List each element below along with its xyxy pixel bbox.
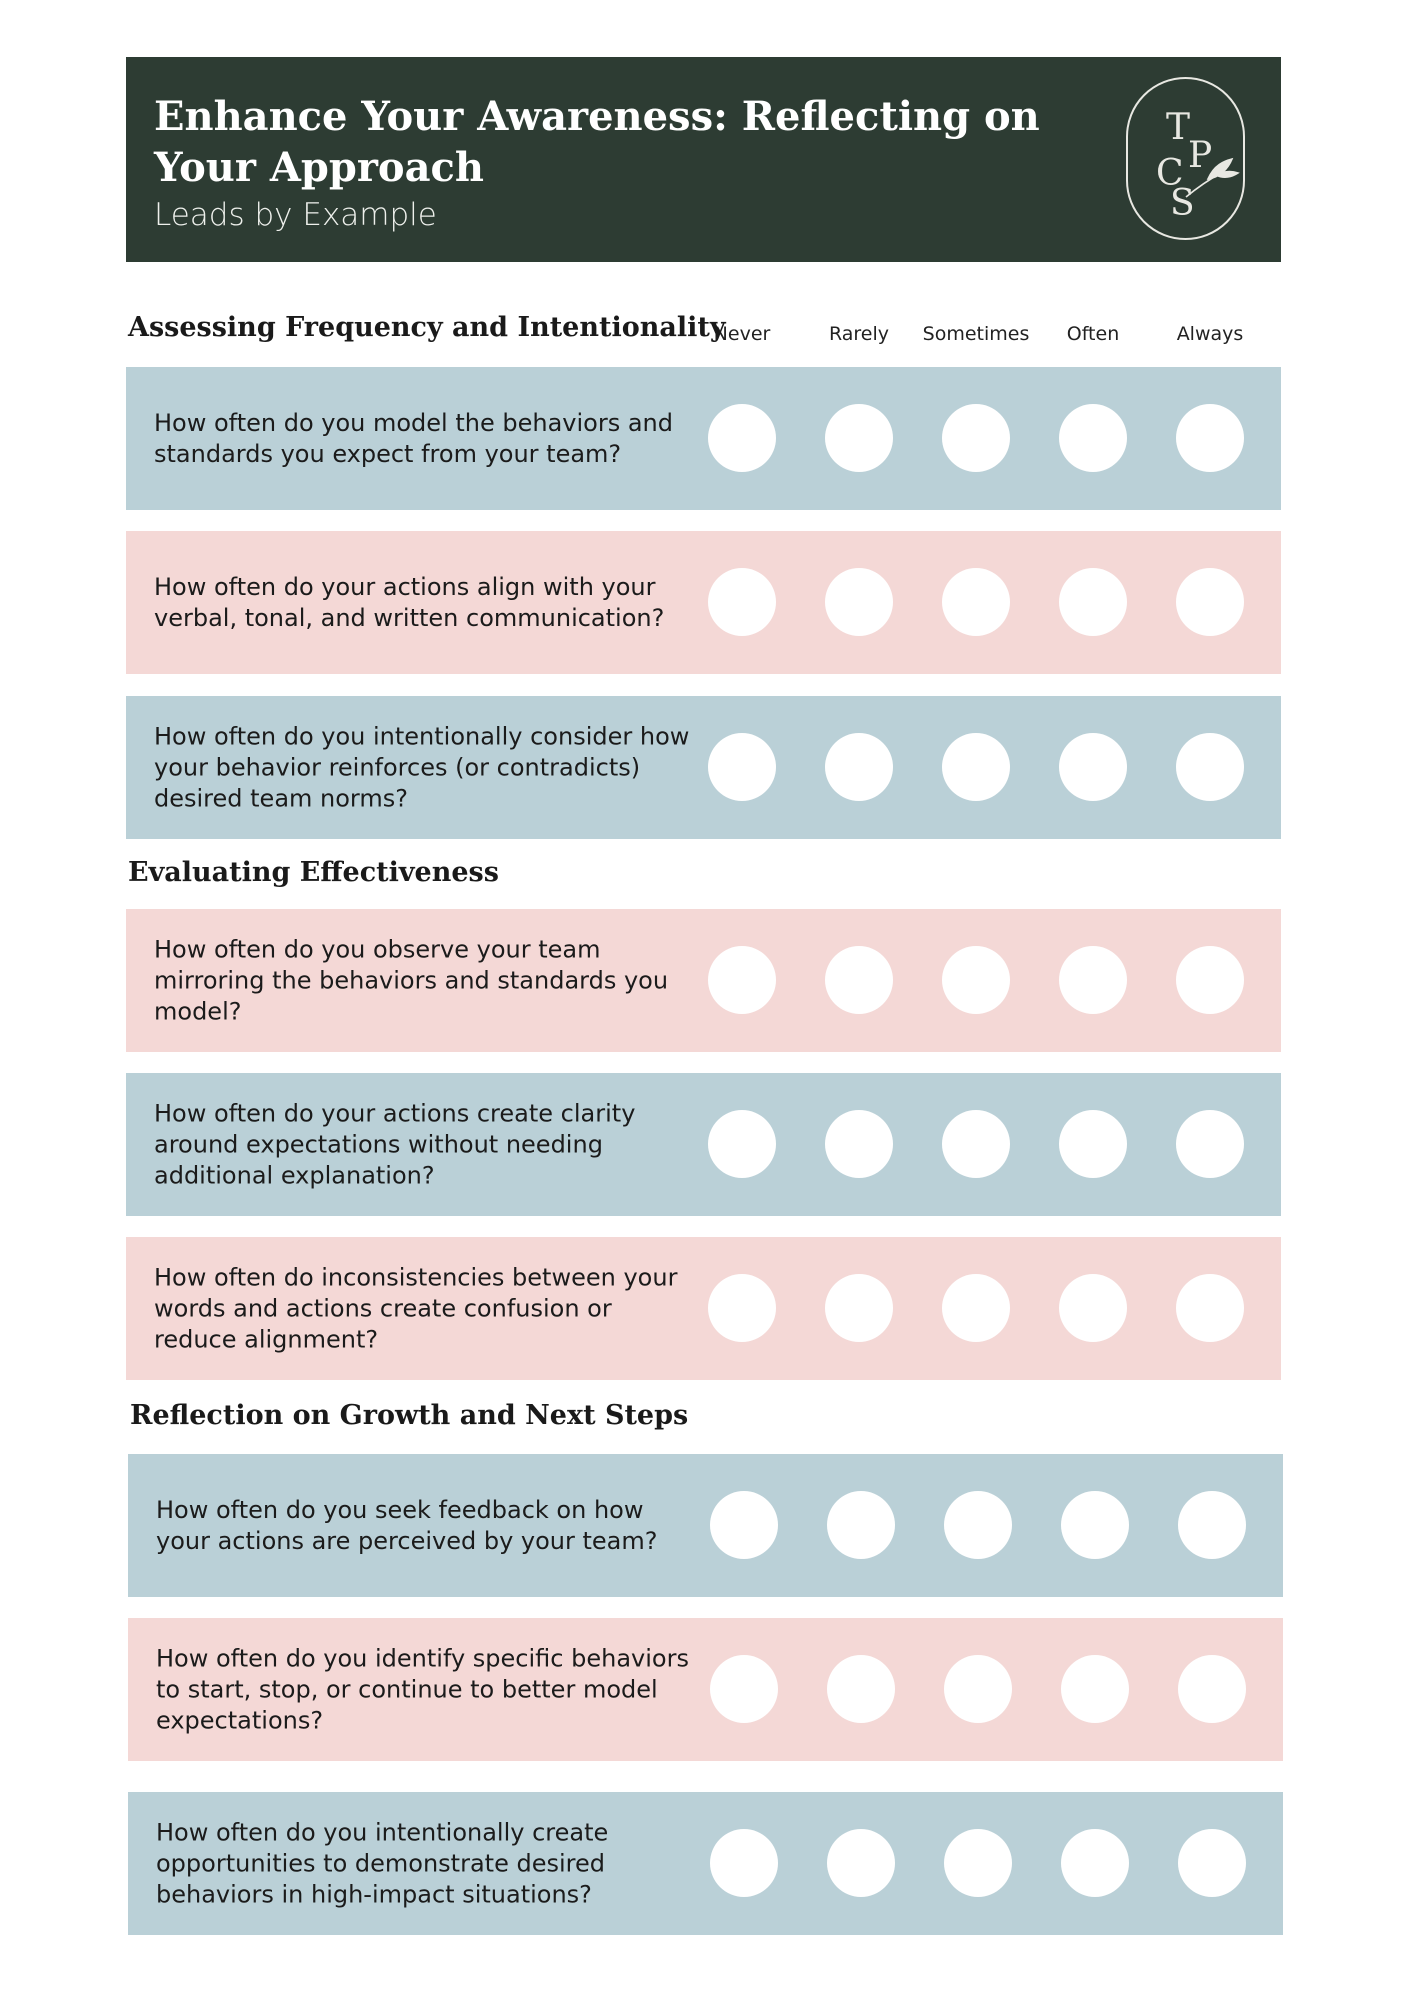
question-text: How often do you observe your team mirroring the behaviors and standards you model?: [154, 935, 669, 1025]
rating-option-rarely[interactable]: [825, 568, 893, 636]
question-text: How often do inconsistencies between your words and actions create confusion or reduce alignment?: [154, 1263, 678, 1353]
rating-option-often[interactable]: [1059, 733, 1127, 801]
question-text: How often do you intentionally consider how your behavior reinforces (or contradicts) desired team norms?: [154, 722, 690, 812]
rating-option-rarely[interactable]: [827, 1491, 895, 1559]
rating-option-sometimes[interactable]: [944, 1829, 1012, 1897]
rating-option-always[interactable]: [1176, 404, 1244, 472]
section-title: Reflection on Growth and Next Steps: [130, 1400, 689, 1431]
scale-label-always: Always: [1176, 323, 1244, 345]
question-text: How often do you model the behaviors and standards you expect from your team?: [154, 408, 673, 468]
question-row: [126, 1237, 1281, 1380]
rating-option-often[interactable]: [1059, 404, 1127, 472]
rating-option-never[interactable]: [708, 733, 776, 801]
rating-option-always[interactable]: [1178, 1655, 1246, 1723]
rating-option-sometimes[interactable]: [944, 1655, 1012, 1723]
question-row: [126, 696, 1281, 839]
rating-option-sometimes[interactable]: [942, 568, 1010, 636]
rating-option-often[interactable]: [1059, 1110, 1127, 1178]
rating-option-always[interactable]: [1176, 1110, 1244, 1178]
scale-label-never: Never: [713, 323, 771, 345]
rating-option-rarely[interactable]: [825, 733, 893, 801]
question-row: [128, 1792, 1283, 1935]
rating-option-sometimes[interactable]: [942, 1274, 1010, 1342]
rating-option-never[interactable]: [710, 1655, 778, 1723]
rating-option-sometimes[interactable]: [942, 404, 1010, 472]
rating-option-always[interactable]: [1176, 946, 1244, 1014]
rating-option-sometimes[interactable]: [942, 946, 1010, 1014]
rating-option-sometimes[interactable]: [944, 1491, 1012, 1559]
scale-label-rarely: Rarely: [828, 323, 890, 345]
rating-option-sometimes[interactable]: [942, 1110, 1010, 1178]
page-subtitle: Leads by Example: [154, 197, 437, 233]
section-title: Assessing Frequency and Intentionality: [128, 312, 726, 343]
rating-option-never[interactable]: [708, 1274, 776, 1342]
rating-option-often[interactable]: [1059, 568, 1127, 636]
page-title: Enhance Your Awareness: Reflecting on Your Approach: [154, 93, 1040, 191]
question-row: [126, 367, 1281, 510]
section-title: Evaluating Effectiveness: [128, 857, 499, 888]
rating-option-never[interactable]: [708, 946, 776, 1014]
rating-option-never[interactable]: [708, 568, 776, 636]
rating-option-rarely[interactable]: [825, 404, 893, 472]
scale-label-sometimes: Sometimes: [922, 323, 1030, 345]
question-row: [126, 909, 1281, 1052]
rating-option-always[interactable]: [1176, 1274, 1244, 1342]
page-header: [126, 57, 1281, 262]
rating-option-always[interactable]: [1176, 568, 1244, 636]
rating-option-rarely[interactable]: [825, 1110, 893, 1178]
rating-option-rarely[interactable]: [825, 1274, 893, 1342]
rating-option-never[interactable]: [710, 1829, 778, 1897]
question-text: How often do you intentionally create opportunities to demonstrate desired behaviors in high-impact situations?: [156, 1818, 609, 1908]
rating-option-often[interactable]: [1061, 1655, 1129, 1723]
question-row: [128, 1618, 1283, 1761]
rating-option-often[interactable]: [1061, 1491, 1129, 1559]
rating-option-never[interactable]: [710, 1491, 778, 1559]
logo-letter-s: S: [1170, 183, 1195, 224]
rating-option-always[interactable]: [1176, 733, 1244, 801]
rating-option-often[interactable]: [1059, 946, 1127, 1014]
question-text: How often do you seek feedback on how your actions are perceived by your team?: [156, 1495, 658, 1555]
scale-label-often: Often: [1066, 323, 1120, 345]
rating-option-always[interactable]: [1178, 1829, 1246, 1897]
question-text: How often do your actions align with your verbal, tonal, and written communication?: [154, 572, 665, 632]
rating-option-often[interactable]: [1061, 1829, 1129, 1897]
question-text: How often do you identify specific behaviors to start, stop, or continue to better model expectations?: [156, 1644, 689, 1734]
rating-option-never[interactable]: [708, 404, 776, 472]
question-row: [126, 1073, 1281, 1216]
rating-option-never[interactable]: [708, 1110, 776, 1178]
rating-option-always[interactable]: [1178, 1491, 1246, 1559]
question-row: [128, 1454, 1283, 1597]
rating-option-often[interactable]: [1059, 1274, 1127, 1342]
rating-option-sometimes[interactable]: [942, 733, 1010, 801]
question-row: [126, 531, 1281, 674]
question-text: How often do your actions create clarity around expectations without needing additional explanation?: [154, 1099, 636, 1189]
logo-letter-t: T: [1166, 107, 1191, 148]
logo-letter-p: P: [1188, 135, 1213, 176]
rating-option-rarely[interactable]: [825, 946, 893, 1014]
tpcs-logo: [1126, 77, 1245, 240]
logo-letter-c: C: [1156, 153, 1184, 194]
rating-option-rarely[interactable]: [827, 1829, 895, 1897]
rating-option-rarely[interactable]: [827, 1655, 895, 1723]
